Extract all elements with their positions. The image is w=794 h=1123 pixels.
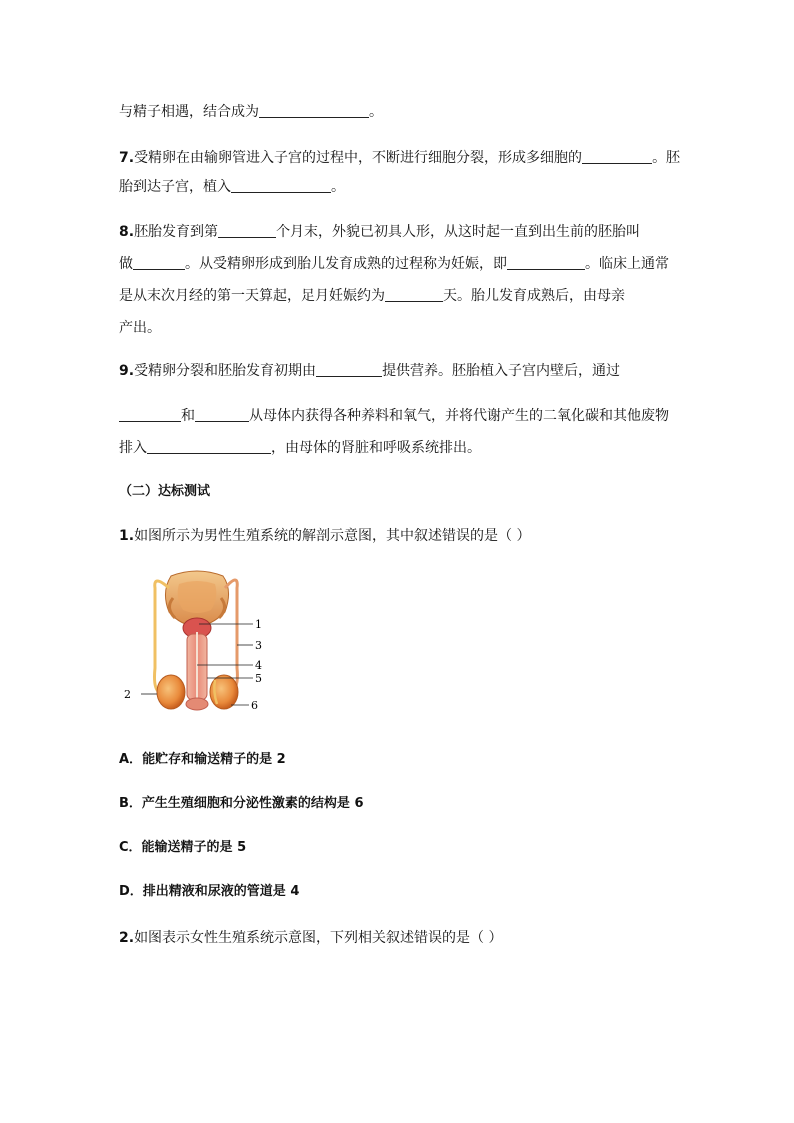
q8-line-2: 做 。从受精卵形成到胎儿发育成熟的过程称为妊娠，即 。临床上通常 <box>119 256 669 272</box>
test-q2-stem: 如图表示女性生殖系统示意图，下列相关叙述错误的是（ ） <box>134 930 503 946</box>
q8-line-4: 产出。 <box>119 320 161 336</box>
q6-text: 与精子相遇，结合成为 <box>119 104 259 120</box>
q8-blank-4[interactable] <box>385 287 443 302</box>
test-q2-stem-line <box>119 928 503 948</box>
q6-blank[interactable] <box>259 103 369 118</box>
q7-blank-1[interactable] <box>582 149 652 164</box>
q9-blank-3[interactable] <box>195 407 249 422</box>
test-q1-stem: 如图所示为男性生殖系统的解剖示意图，其中叙述错误的是（ ） <box>134 528 531 544</box>
testis-left <box>157 675 185 709</box>
q9-blank-4[interactable] <box>147 439 271 454</box>
figure-label-5: 5 <box>255 672 262 685</box>
q7-line-1: 7.受精卵在由输卵管进入子宫的过程中，不断进行细胞分裂，形成多细胞的 。胚 <box>119 150 681 166</box>
q9-blank-1[interactable] <box>316 362 382 377</box>
male-reproductive-diagram <box>119 568 279 718</box>
q7-number: 7. <box>119 150 135 166</box>
section-title: （二）达标测试 <box>119 484 211 499</box>
option-b[interactable]: B．产生生殖细胞和分泌性激素的结构是 6 <box>119 796 364 811</box>
q8-number: 8. <box>119 224 135 240</box>
option-c[interactable]: C．能输送精子的是 5 <box>119 840 247 855</box>
q7-blank-2[interactable] <box>231 178 331 193</box>
option-d[interactable]: D．排出精液和尿液的管道是 4 <box>119 884 300 899</box>
test-q1-stem-line <box>119 526 531 546</box>
test-q2-number: 2. <box>119 930 135 946</box>
q9-line-2: 和 从母体内获得各种养料和氧气，并将代谢产生的二氧化碳和其他废物 <box>119 406 669 426</box>
q9-line-3: 排入 ，由母体的肾脏和呼吸系统排出。 <box>119 440 481 456</box>
figure-label-1: 1 <box>255 618 262 631</box>
test-q1-number: 1. <box>119 528 135 544</box>
figure-label-2: 2 <box>124 688 131 701</box>
q9-line-1: 9.受精卵分裂和胚胎发育初期由 提供营养。胚胎植入子宫内壁后，通过 <box>119 363 621 379</box>
q6-continuation-line: 与精子相遇，结合成为 。 <box>119 104 383 120</box>
q8-line-3: 是从末次月经的第一天算起，足月妊娠约为 天。胎儿发育成熟后，由母亲 <box>119 288 625 304</box>
figure-label-6: 6 <box>251 699 258 712</box>
option-a[interactable]: A．能贮存和输送精子的是 2 <box>119 752 286 767</box>
q8-blank-3[interactable] <box>507 255 585 270</box>
q7-line-2: 胎到达子宫，植入 。 <box>119 179 345 195</box>
q8-blank-1[interactable] <box>218 223 276 238</box>
q9-number: 9. <box>119 363 135 379</box>
figure-label-3: 3 <box>255 639 262 652</box>
q8-blank-2[interactable] <box>133 255 185 270</box>
q8-line-1: 8.胚胎发育到第 个月末，外貌已初具人形，从这时起一直到出生前的胚胎叫 <box>119 224 641 240</box>
q9-blank-2[interactable] <box>119 407 181 422</box>
figure-label-4: 4 <box>255 659 262 672</box>
